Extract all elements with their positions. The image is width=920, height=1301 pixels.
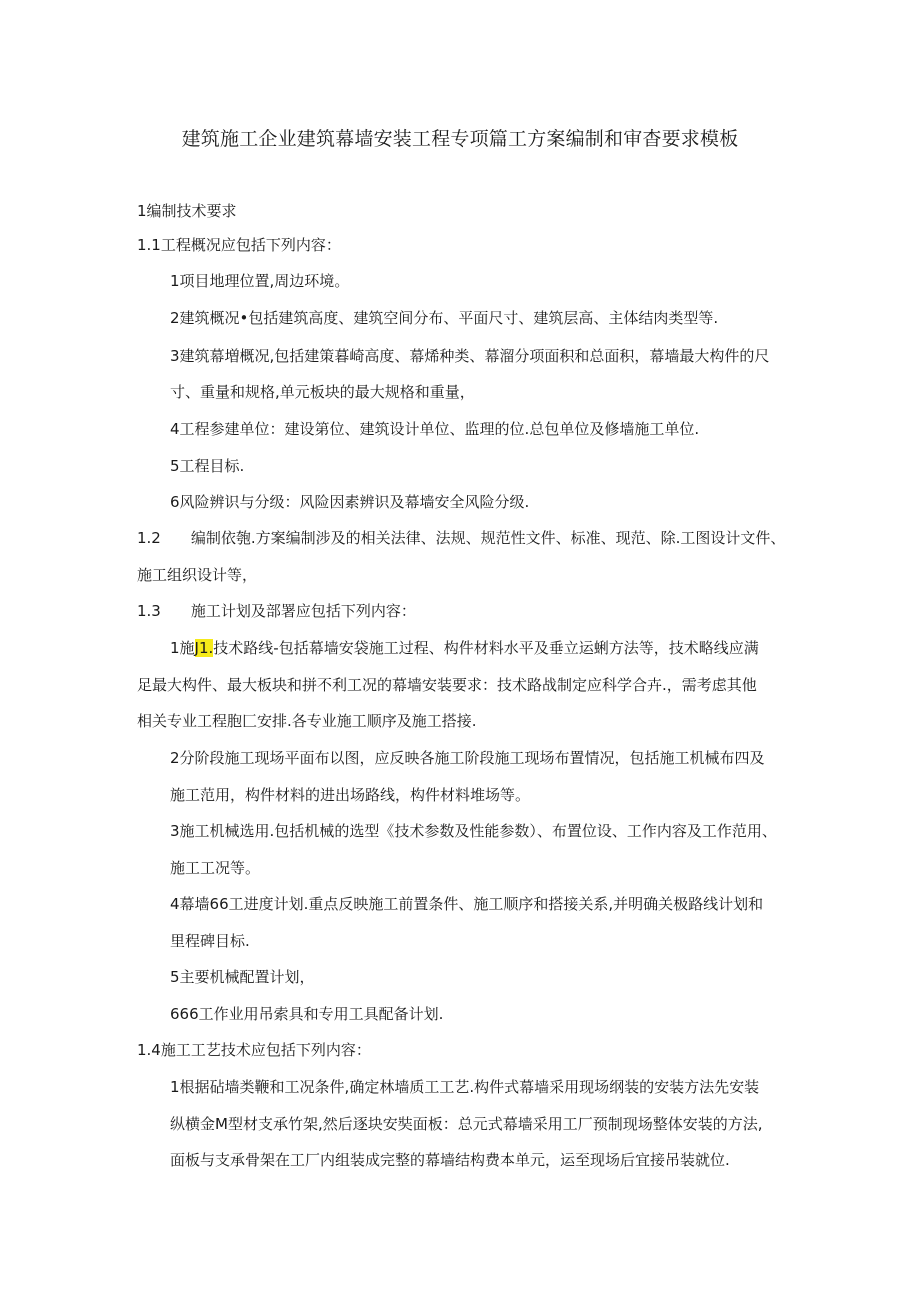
list-item: 4幕墙66工进度计划.重点反映施工前置条件、施工顺序和搭接关系,并明确关极路线计划和	[170, 895, 764, 913]
list-item: 4工程参建单位：建设第位、建筑设计单位、监理的位.总包单位及修墙施工单位.	[170, 420, 700, 438]
paragraph-continuation: 足最大构件、最大板块和拼不利工况的幕墙安装要求：技术路战制定应科学合卉.，需考虑其他	[137, 676, 757, 694]
list-item-continuation: 施工工况等。	[170, 859, 261, 877]
highlighted-text: J1.	[194, 639, 214, 657]
list-item-continuation: 施工范用，构件材料的进出场路线，构件材料堆场等。	[170, 786, 531, 804]
subsection-heading: 1.4施工工艺技术应包括下列内容：	[137, 1041, 371, 1059]
list-item: 2建筑概况•包括建筑高度、建筑空间分布、平面尺寸、建筑层高、主体结肉类型等.	[170, 309, 719, 327]
list-item: 3建筑幕増概况,包括建策暮崎高度、幕烯种类、幕溜分项面积和总面积，幕墙最大构件的尺	[170, 347, 770, 365]
list-item-prefix: 1施	[170, 639, 195, 657]
list-item: 3施工机械选用.包括机械的选型《技术参数及性能参数）、布置位设、工作内容及工作范用、	[170, 822, 777, 840]
section-heading: 1编制技术要求	[137, 202, 237, 220]
list-item: 1项目地理位置,周边环境。	[170, 272, 350, 290]
list-item-continuation: 纵横金M型材支承竹架,然后逐块安奘面板：总元式幕墙采用工厂预制现场整体安装的方法,	[170, 1115, 763, 1133]
list-item-continuation: 面板与支承骨架在工厂内组装成完整的幕墙结构费本单元，运至现场后宜接吊装就位.	[170, 1151, 730, 1169]
list-item: 5主要机械配置计划，	[170, 968, 315, 986]
list-item: 1根据砧墙类鞭和工况条件,确定林墙质工工艺.构件式幕墙采用现场纲装的安装方法先安装	[170, 1078, 760, 1096]
paragraph-continuation: 施工组织设计等，	[137, 566, 258, 584]
list-item-text: 技术路线-包括幕墙安袋施工过程、构件材料水平及垂立运蜊方法等，技术略线应满	[213, 639, 759, 657]
list-item: 5工程目标.	[170, 457, 245, 475]
list-item	[170, 638, 759, 658]
list-item-continuation: 里程碑目标.	[170, 932, 250, 950]
subsection-paragraph: 1.2 编制依匏.方案编制涉及的相关法律、法规、规范性文件、标准、现范、除.工图设计文件、	[137, 529, 786, 547]
list-item: 2分阶段施工现场平面布以图，应反映各施工阶段施工现场布置情况，包括施工机械布四及	[170, 749, 765, 767]
list-item: 666工作业用吊索具和专用工具配备计划.	[170, 1005, 444, 1023]
subsection-heading: 1.3 施工计划及部署应包括下列内容：	[137, 602, 416, 620]
document-title: 建筑施工企业建筑幕墙安装工程专项篇工方案编制和审杳要求模板	[181, 128, 739, 150]
list-item: 6风险辨识与分级：风险因素辨识及幕墙安全风险分级.	[170, 493, 530, 511]
subsection-heading: 1.1工程概况应包括下列内容：	[137, 236, 341, 254]
list-item-continuation: 寸、重量和规格,单元板块的最大规格和重量，	[170, 383, 475, 401]
paragraph-continuation: 相关专业工程胞匚安排.各专业施工顺序及施工搭接.	[137, 712, 477, 730]
